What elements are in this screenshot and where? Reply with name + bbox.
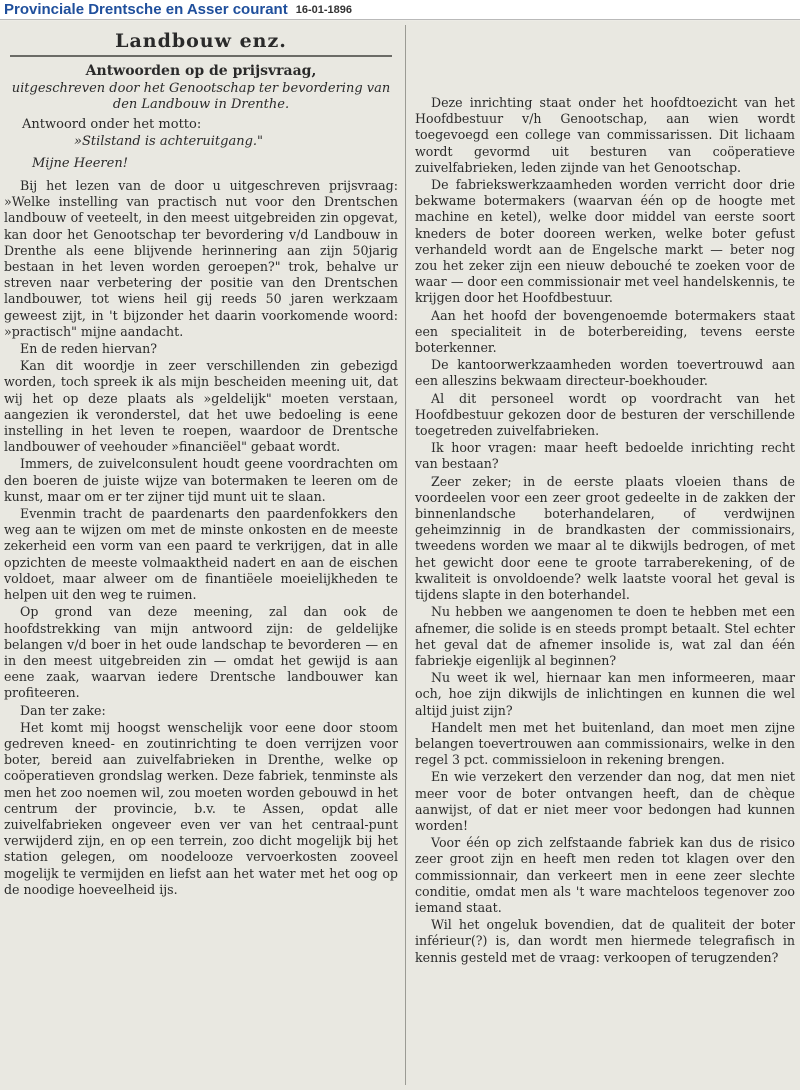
article-subtitle: uitgeschreven door het Genootschap ter bevordering van den Landbouw in Drenthe. — [11, 81, 391, 113]
right-column — [415, 95, 795, 967]
publication-date: 16-01-1896 — [295, 3, 352, 16]
left-column — [4, 21, 398, 899]
paragraph: Nu hebben we aangenomen te doen te hebben met een afnemer, die solide is en steeds prompt betaalt. Stel echter het geval dat de afnemer insolide is, wat zal dan één fabriekje eigenlijk al beginnen? — [415, 604, 795, 668]
paragraph: Kan dit woordje in zeer verschillenden zin gebezigd worden, toch spreek ik als mijn bescheiden meening uit, dat wij het op deze plaats als »geldelijk" moeten verstaan, aangezien ik veronderstel, dat het uwe bedoeling is eene instelling in het leven te roepen, waardoor de Drentsche landbouwer of veehouder »financiëel" gebaat wordt. — [4, 358, 398, 455]
paragraph: De kantoorwerkzaamheden worden toevertrouwd aan een alleszins bekwaam directeur-boekhouder. — [415, 357, 795, 389]
paragraph: Al dit personeel wordt op voordracht van het Hoofdbestuur gekozen door de besturen der verschillende toegetreden zuivelfabrieken. — [415, 390, 795, 439]
paragraph: Ik hoor vragen: maar heeft bedoelde inrichting recht van bestaan? — [415, 440, 795, 472]
paragraph: Deze inrichting staat onder het hoofdtoezicht van het Hoofdbestuur v/h Genootschap, aan wien wordt toegevoegd een college van commissarissen. Dit lichaam wordt gevormd uit besturen van coöperatieve zuivelfabrieken, leden zijnde van het Genootschap. — [415, 95, 795, 175]
paragraph: Dan ter zake: — [20, 702, 106, 718]
article-title: Antwoorden op de prijsvraag, — [85, 63, 317, 80]
paragraph: De fabriekswerkzaamheden worden verricht door drie bekwame botermakers (waarvan één op de hoogte met machine en ketel), welke door middel van eerste soort kneders de boter dooreen werken, welke boter gefust verhandeld wordt aan de Engelsche markt — beter nog zou het zeker zijn een nieuw debouché te zoeken voor de waar — door een commissionair met veel handelskennis, te krijgen door het Hoofdbestuur. — [415, 177, 796, 306]
motto: »Stilstand is achteruitgang." — [74, 133, 264, 149]
paragraph: Op grond van deze meening, zal dan ook de hoofdstrekking van mijn antwoord zijn: de geldelijke belangen v/d boer in het oude landschap te bevorderen — en in den meest uitgebreiden zin — omdat het gewijd is aan eene zaak, waarvan iedere Drentsche landbouwer kan profiteeren. — [4, 604, 398, 701]
paragraph: Immers, de zuivelconsulent houdt geene voordrachten om den boeren de juiste wijze van botermaken te leeren om de kunst, maar om er ter zijner tijd munt uit te slaan. — [4, 456, 398, 504]
salutation: Mijne Heeren! — [32, 155, 128, 171]
paragraph: Het komt mij hoogst wenschelijk voor eene door stoom gedreven kneed- en zoutinrichting te doen verrijzen voor boter, bereid aan zuivelfabrieken in Drenthe, welke op coöperatieven grondslag werken. Deze fabriek, tenminste als men het zoo noemen wil, zou moeten worden gebouwd in het centrum der provincie, b.v. te Assen, opdat alle zuivelfabrieken ongeveer even ver van het centraal-punt verwijderd zijn, en op een terrein, zoo dicht mogelijk bij het station gelegen, om noodelooze vervoerkosten zooveel mogelijk te vermijden en liefst aan het water met het oog op de noodige hoeveelheid ijs. — [4, 719, 398, 897]
paragraph: Voor één op zich zelfstaande fabriek kan dus de risico zeer groot zijn en heeft men reden tot klagen over den commissionnair, dan verkeert men in eene zeer slechte conditie, omdat men als 't ware machteloos tegenover zoo iemand staat. — [415, 835, 795, 915]
paragraph: Wil het ongeluk bovendien, dat de qualiteit der boter inférieur(?) is, dan wordt men hiermede telegrafisch in kennis gesteld met de vraag: verkoopen of terugzenden? — [415, 917, 795, 965]
paragraph: Aan het hoofd der bovengenoemde botermakers staat een specialiteit in de boterbereiding, tevens eerste boterkenner. — [415, 307, 795, 356]
section-rule — [10, 55, 392, 57]
paragraph: Nu weet ik wel, hiernaar kan men informeeren, maar och, hoe zijn dikwijls de inlichtingen en kunnen die wel altijd juist zijn? — [415, 670, 795, 718]
page-header — [0, 0, 800, 20]
paragraph: En de reden hiervan? — [20, 341, 158, 357]
column-divider — [405, 25, 406, 1085]
paragraph: Zeer zeker; in de eerste plaats vloeien thans de voordeelen voor een zeer groot gedeelte in de zakken der binnenlandsche boterhandelaren, of verdwijnen geheimzinnig in de brandkasten der commissionairs, tweedens worden we maar al te dikwijls bedrogen, of met het gewicht door eene te groote tarraberekening, of de kwaliteit is onvoldoende? welk laatste vooral het geval is tijdens slapte in den boterhandel. — [415, 473, 795, 603]
motto-intro: Antwoord onder het motto: — [22, 117, 202, 133]
newspaper-clipping — [0, 21, 800, 1090]
paragraph: Handelt men met het buitenland, dan moet men zijne belangen toevertrouwen aan commissionairs, welke in den regel 3 pct. commissieloon in rekening brengen. — [415, 719, 795, 768]
paragraph: Evenmin tracht de paardenarts den paardenfokkers den weg aan te wijzen om met de minste onkosten en de meeste zekerheid een vorm van een paard te verkrijgen, dat in alle opzichten de meeste volmaaktheid nadert en aan de eischen voldoet, maar alweer om de finantiëele moeielijkheden te helpen uit den weg te ruimen. — [4, 506, 398, 603]
paragraph: En wie verzekert den verzender dan nog, dat men niet meer voor de boter ontvangen heeft, dan de chèque aanwijst, of dat er niet meer voor bedongen had kunnen worden! — [415, 769, 795, 833]
section-title: Landbouw enz. — [115, 30, 287, 52]
newspaper-title: Provinciale Drentsche en Asser courant — [4, 1, 288, 18]
paragraph: Bij het lezen van de door u uitgeschreven prijsvraag: »Welke instelling van practisch nut voor den Drentschen landbouw of veeteelt, in den meest uitgebreiden zin opgevat, kan door het Genootschap ter bevordering v/d Landbouw in Drenthe als eene blijvende herinnering aan zijn 50jarig bestaan in het leven worden geroepen?" trok, behalve ur streven naar verbetering der positie van den Drentschen landbouwer, tot wiens heil gij reeds 50 jaren werkzaam geweest zijt, in 't bijzonder het daarin voorkomende woord: »practisch" mijne aandacht. — [4, 178, 398, 339]
